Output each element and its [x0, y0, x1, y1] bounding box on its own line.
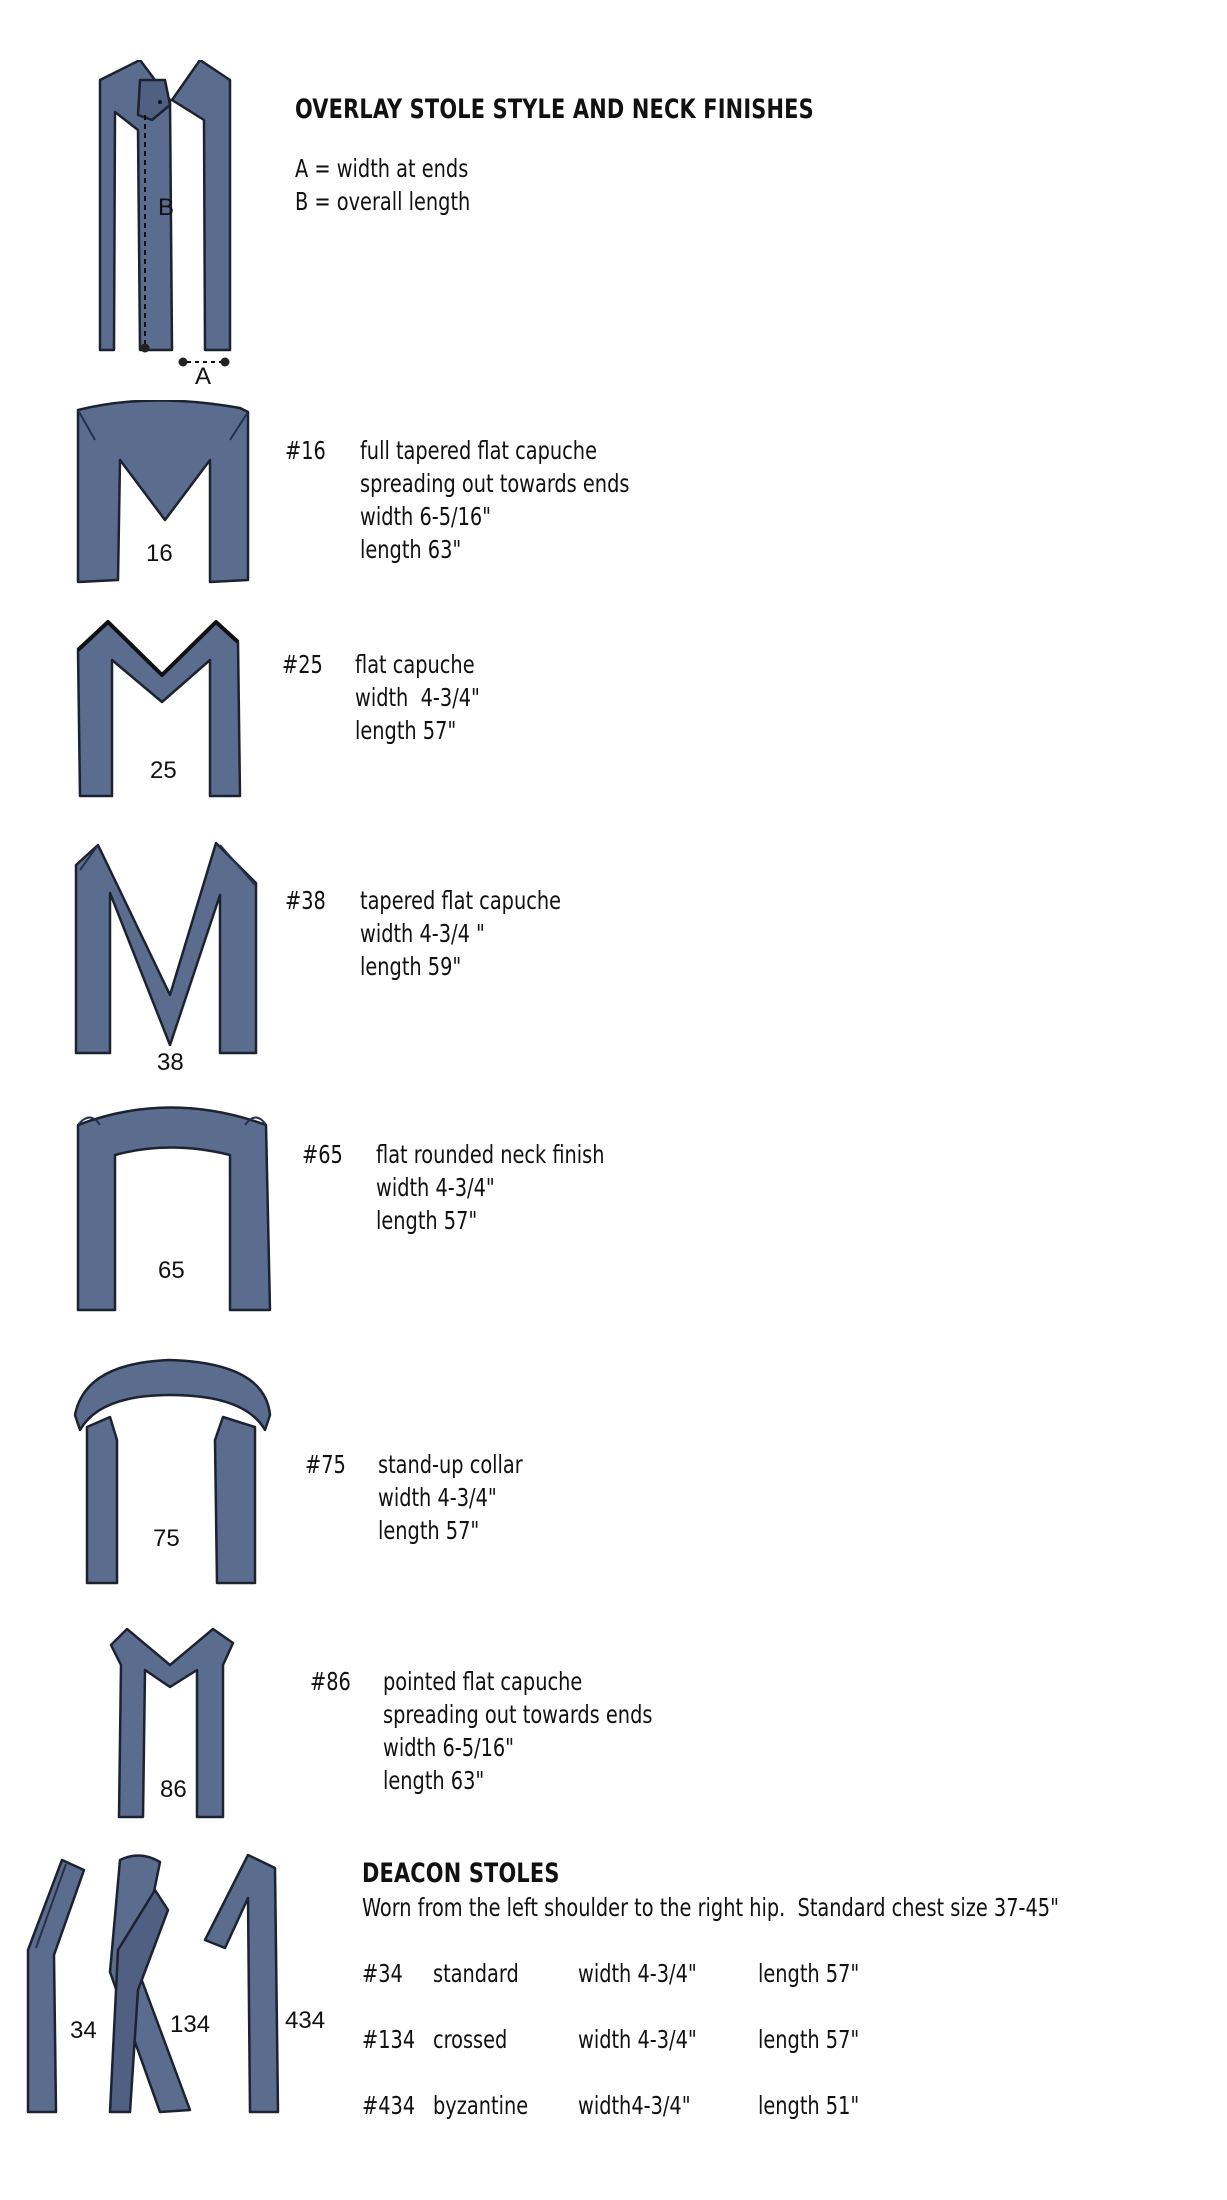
- style-desc-25-line1: flat capuche: [355, 650, 475, 679]
- style-desc-75-line1: stand-up collar: [378, 1450, 523, 1479]
- deacon-row-434-name: byzantine: [433, 2091, 529, 2120]
- figure-label-65: 65: [158, 1257, 185, 1284]
- style-desc-86-line2: spreading out towards ends: [383, 1700, 653, 1729]
- figure-label-434: 434: [285, 2007, 326, 2034]
- style-number-16: #16: [285, 436, 326, 465]
- legend-b: B = overall length: [295, 187, 471, 216]
- style-desc-38-line1: tapered flat capuche: [360, 886, 562, 915]
- style-number-25: #25: [282, 650, 323, 679]
- figure-label-38: 38: [157, 1049, 184, 1076]
- deacon-row-34-length: length 57": [758, 1959, 860, 1988]
- figure-label-75: 75: [153, 1525, 180, 1552]
- stole-figure-75: [65, 1355, 280, 1590]
- stole-figure-38: [70, 835, 270, 1080]
- style-desc-38-line3: length 59": [360, 952, 462, 981]
- style-desc-25-line3: length 57": [355, 716, 457, 745]
- style-number-38: #38: [285, 886, 326, 915]
- deacon-row-34-number: #34: [362, 1959, 403, 1988]
- style-desc-16-line2: spreading out towards ends: [360, 469, 630, 498]
- style-desc-16-line4: length 63": [360, 535, 462, 564]
- figure-label-16: 16: [146, 540, 173, 567]
- deacon-row-434-width: width4-3/4": [578, 2091, 691, 2120]
- deacon-row-434-number: #434: [362, 2091, 416, 2120]
- diagram-label-b: B: [158, 194, 175, 221]
- stole-figure-25: [70, 620, 250, 805]
- diagram-label-a: A: [195, 363, 212, 390]
- style-desc-16-line3: width 6-5/16": [360, 502, 492, 531]
- style-desc-65-line3: length 57": [376, 1206, 478, 1235]
- style-desc-86-line3: width 6-5/16": [383, 1733, 515, 1762]
- style-number-86: #86: [310, 1667, 351, 1696]
- style-desc-86-line1: pointed flat capuche: [383, 1667, 583, 1696]
- figure-label-25: 25: [150, 757, 177, 784]
- overlay-stole-diagram: [80, 60, 250, 400]
- figure-label-34: 34: [70, 2017, 97, 2044]
- style-desc-86-line4: length 63": [383, 1766, 485, 1795]
- style-desc-75-line3: length 57": [378, 1516, 480, 1545]
- deacon-row-134-name: crossed: [433, 2025, 508, 2054]
- style-desc-75-line2: width 4-3/4": [378, 1483, 497, 1512]
- deacon-row-34-width: width 4-3/4": [578, 1959, 697, 1988]
- style-desc-38-line2: width 4-3/4 ": [360, 919, 485, 948]
- style-desc-25-line2: width 4-3/4": [355, 683, 480, 712]
- legend-a: A = width at ends: [295, 154, 469, 183]
- stole-figure-65: [70, 1095, 280, 1320]
- style-desc-65-line1: flat rounded neck finish: [376, 1140, 605, 1169]
- style-desc-16-line1: full tapered flat capuche: [360, 436, 597, 465]
- figure-label-86: 86: [160, 1776, 187, 1803]
- page-title: OVERLAY STOLE STYLE AND NECK FINISHES: [295, 94, 814, 125]
- deacon-row-134-number: #134: [362, 2025, 416, 2054]
- deacon-stoles-figure: [20, 1850, 340, 2120]
- style-number-75: #75: [305, 1450, 346, 1479]
- deacon-subtitle: Worn from the left shoulder to the right hip. Standard chest size 37-45": [362, 1893, 1059, 1922]
- style-desc-65-line2: width 4-3/4": [376, 1173, 495, 1202]
- deacon-row-434-length: length 51": [758, 2091, 860, 2120]
- style-number-65: #65: [302, 1140, 343, 1169]
- deacon-row-134-length: length 57": [758, 2025, 860, 2054]
- deacon-title: DEACON STOLES: [362, 1858, 560, 1889]
- figure-label-134: 134: [170, 2011, 211, 2038]
- stole-figure-86: [105, 1625, 245, 1825]
- deacon-row-134-width: width 4-3/4": [578, 2025, 697, 2054]
- stole-figure-16: [70, 400, 260, 590]
- deacon-row-34-name: standard: [433, 1959, 519, 1988]
